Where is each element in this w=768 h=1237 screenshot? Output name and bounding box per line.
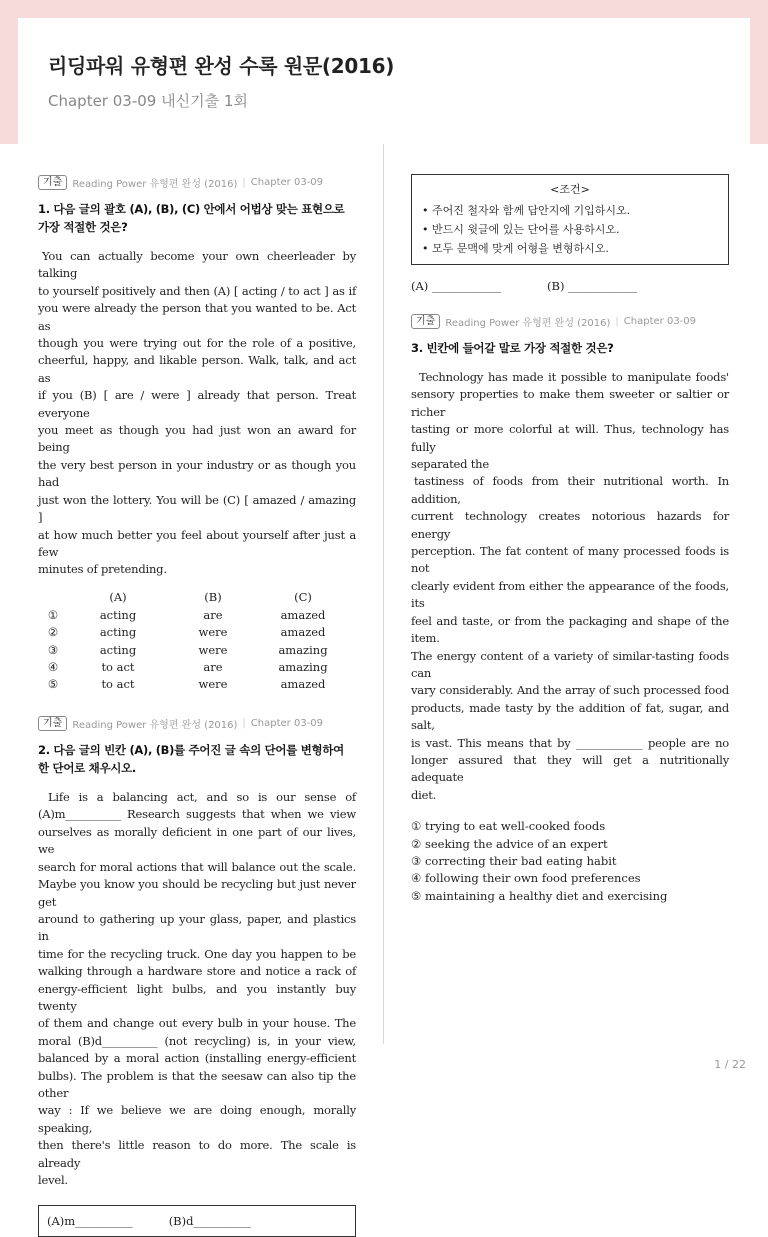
source-book: Reading Power 유형편 완성 (2016)	[72, 178, 238, 190]
conditions-box	[411, 174, 729, 265]
source-book: Reading Power 유형편 완성 (2016)	[445, 317, 611, 329]
source-chapter: Chapter 03-09	[250, 717, 324, 729]
blank-b[interactable]: (B) ____________	[547, 279, 638, 293]
right-column	[411, 174, 729, 905]
conditions-title: <조건>	[550, 183, 590, 196]
q3-passage: Technology has made it possible to manipulate foods' sensory properties to make them sweeter or saltier or richer tasting or more colorful at will. Thus, technology has fully separated the tastiness of foods from their nutritional worth. In addition, current technology creates notorious hazards for energy perception. The fat content of many processed foods is not clearly evident from either the appearance of the foods, its feel and taste, or from the packaging and shape of the item. The energy content of a variety of similar-tasting foods can vary considerably. And the array of such processed food products, made tasty by the addition of fat, sugar, and salt, is vast. This means that by ____________ people are no longer assured that they will get a nutritionally adequate diet.	[411, 370, 729, 802]
choices-header-row: (A) (B) (C)	[109, 590, 312, 605]
condition-item: • 주어진 철자와 함께 답안지에 기입하시오.	[422, 204, 631, 217]
condition-item: • 모두 문맥에 맞게 어형을 변형하시오.	[422, 242, 609, 255]
source-chapter: Chapter 03-09	[250, 176, 324, 188]
column-divider	[383, 144, 384, 1044]
q2-source: 기출 Reading Power 유형편 완성 (2016) | Chapter 03-09	[38, 715, 356, 731]
header-card	[18, 18, 750, 144]
condition-item: • 반드시 윗글에 있는 단어를 사용하시오.	[422, 223, 620, 236]
q3-title: 3. 빈칸에 들어갈 말로 가장 적절한 것은?	[411, 341, 614, 355]
answer-b-field[interactable]: (B)d__________	[168, 1214, 251, 1229]
q3-options	[411, 818, 729, 905]
q3-source: 기출 Reading Power 유형편 완성 (2016) | Chapter 03-09	[411, 313, 729, 329]
tag-badge: 기출	[38, 175, 67, 190]
page-title: 리딩파워 유형편 완성 수록 원문(2016)	[48, 54, 395, 78]
option-item[interactable]: ④ following their own food preferences	[411, 871, 641, 886]
page-subtitle: Chapter 03-09 내신기출 1회	[48, 92, 248, 110]
left-column	[38, 174, 356, 1237]
tag-badge: 기출	[411, 314, 440, 329]
option-item[interactable]: ② seeking the advice of an expert	[411, 836, 608, 851]
q2-passage: Life is a balancing act, and so is our sense of (A)m__________ Research suggests that when we view ourselves as morally deficient in one part of our lives, we search for moral actions that will balance out the scale. Maybe you know you should be recycling but just never get around to gathering up your glass, paper, and plastics in time for the recycling truck. One day you happen to be walking through a hardware store and notice a rack of energy-efficient light bulbs, and you instantly buy twenty of them and change out every bulb in your house. The moral (B)d__________ (not recycling) is, in your view, balanced by a moral action (installing energy-efficient bulbs). The problem is that the seesaw can also tip the other way : If we believe we are doing enough, morally speaking, then there's little reason to do more. The scale is already level.	[38, 790, 356, 1187]
choice-row[interactable]: ④ to act are amazing	[47, 659, 328, 674]
choice-row[interactable]: ② acting were amazed	[47, 625, 326, 640]
option-item[interactable]: ⑤ maintaining a healthy diet and exercising	[411, 888, 668, 903]
q2-answer-box[interactable]	[38, 1205, 356, 1237]
q1-passage: You can actually become your own cheerleader by talking to yourself positively and then (A) [ acting / to act ] as if you were already the person that you wanted to be. Act as though you were trying out for the role of a positive, cheerful, happy, and likable person. Walk, talk, and act as if you (B) [ are / were ] already that person. Treat everyone you meet as though you had just won an award for being the very best person in your industry or as though you had just won the lottery. You will be (C) [ amazed / amazing ] at how much better you feel about yourself after just a few minutes of pretending.	[38, 249, 356, 577]
page-number: 1 / 22	[714, 1058, 746, 1071]
q2-blank-line	[411, 279, 729, 293]
q1-title: 1. 다음 글의 괄호 (A), (B), (C) 안에서 어법상 맞는 표현으로 가장 적절한 것은?	[38, 202, 345, 234]
option-item[interactable]: ① trying to eat well-cooked foods	[411, 819, 606, 834]
answer-a-field[interactable]: (A)m__________	[47, 1214, 133, 1229]
blank-a[interactable]: (A) ____________	[411, 279, 501, 293]
option-item[interactable]: ③ correcting their bad eating habit	[411, 853, 617, 868]
source-chapter: Chapter 03-09	[623, 315, 697, 327]
tag-badge: 기출	[38, 716, 67, 731]
source-book: Reading Power 유형편 완성 (2016)	[72, 719, 238, 731]
q1-choices-table	[38, 589, 348, 693]
choice-row[interactable]: ⑤ to act were amazed	[47, 677, 326, 692]
q2-title: 2. 다음 글의 빈칸 (A), (B)를 주어진 글 속의 단어를 변형하여 한 단어로 채우시오.	[38, 743, 344, 776]
choice-row[interactable]: ③ acting were amazing	[47, 642, 328, 657]
q1-source: 기출 Reading Power 유형편 완성 (2016) | Chapter 03-09	[38, 174, 356, 190]
choice-row[interactable]: ① acting are amazed	[47, 607, 326, 622]
